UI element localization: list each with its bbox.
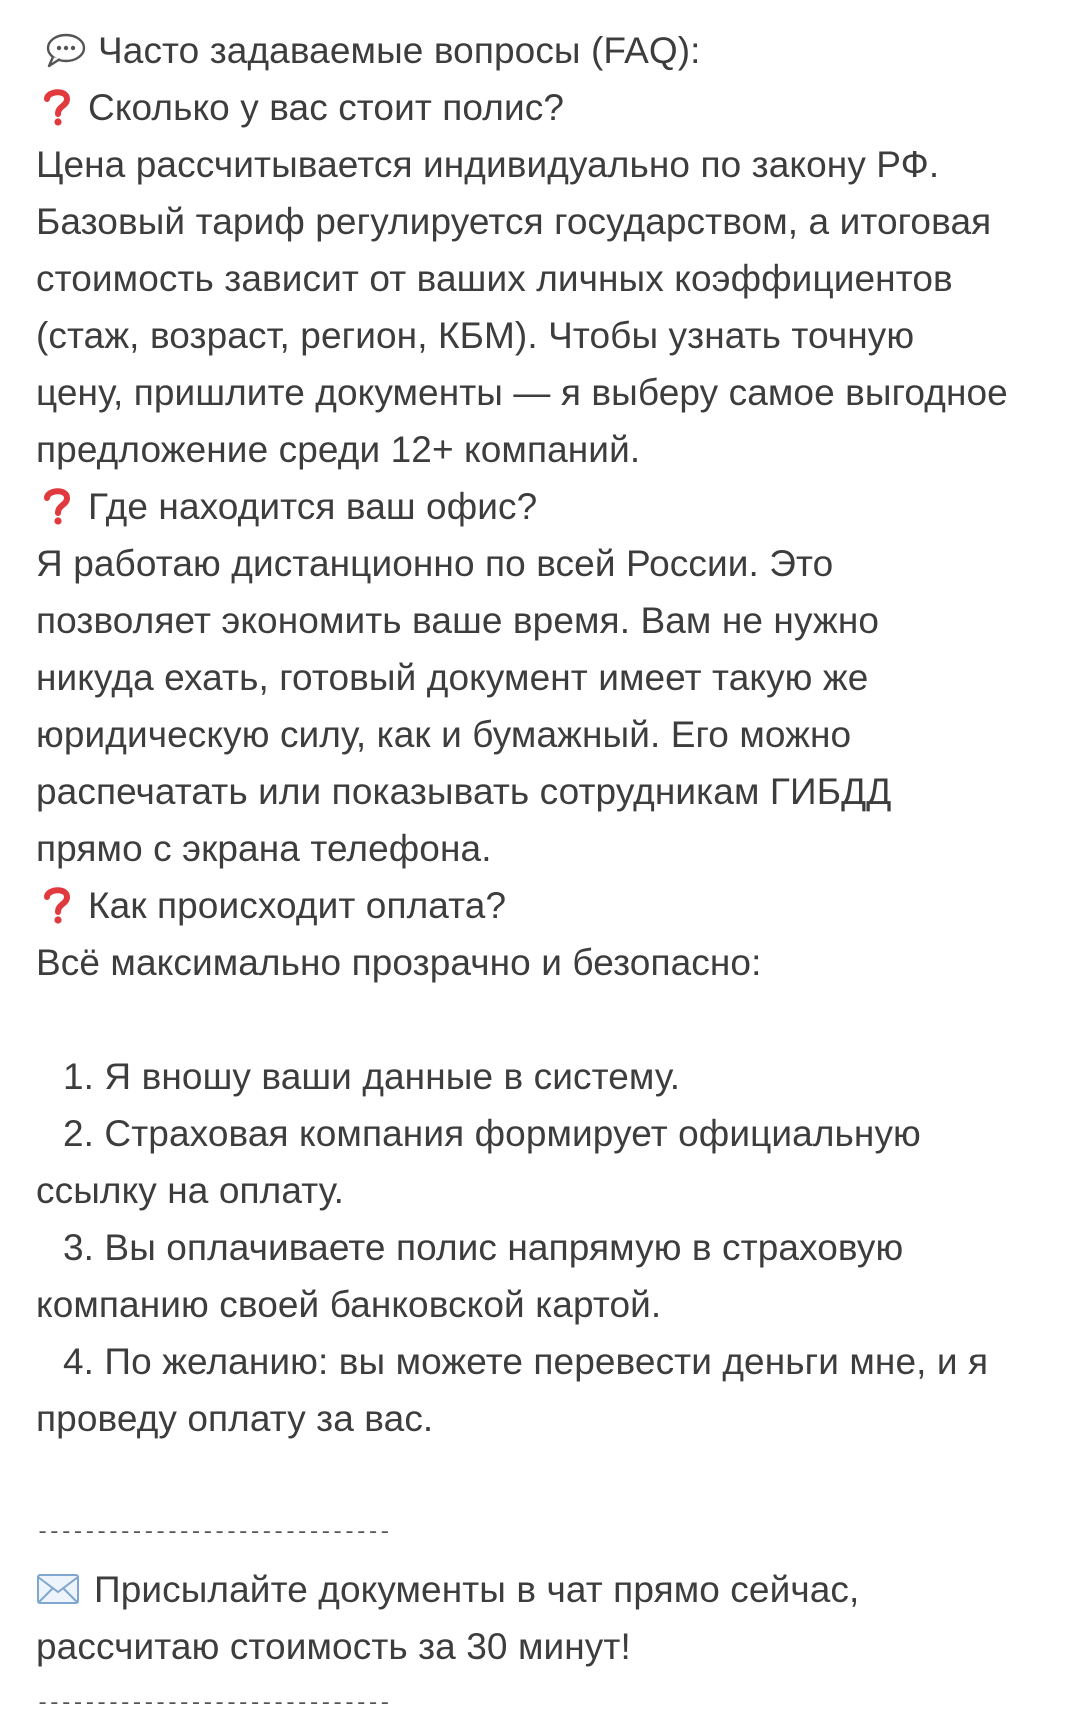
red-question-mark-icon xyxy=(42,885,72,925)
answer-2-line: юридическую силу, как и бумажный. Его можно xyxy=(36,714,852,755)
separator-bottom: ------------------------------ xyxy=(36,1691,391,1716)
step-4: 4. По желанию: вы можете перевести деньги мне, и я xyxy=(63,1341,989,1382)
answer-1-line: Цена рассчитывается индивидуально по закону РФ. xyxy=(36,144,940,185)
blank-line xyxy=(36,991,1056,1048)
answer-2-line: прямо с экрана телефона. xyxy=(36,828,492,869)
answer-1-line: (стаж, возраст, регион, КБМ). Чтобы узнать точную xyxy=(36,315,915,356)
faq-header xyxy=(36,22,1056,79)
answer-1-line: Базовый тариф регулируется государством, а итоговая xyxy=(36,201,992,242)
step-1: 1. Я вношу ваши данные в систему. xyxy=(63,1056,681,1097)
question-1 xyxy=(36,79,1056,136)
blank-line xyxy=(36,1447,1056,1504)
answer-3-intro: Всё максимально прозрачно и безопасно: xyxy=(36,942,762,983)
speech-bubble-icon xyxy=(44,31,86,69)
red-question-mark-icon xyxy=(42,87,72,127)
step-4-continued: проведу оплату за вас. xyxy=(36,1398,434,1439)
question-2-text: Где находится ваш офис? xyxy=(88,486,538,527)
cta-text-1: Присылайте документы в чат прямо сейчас, xyxy=(94,1569,860,1610)
question-3 xyxy=(36,877,1056,934)
answer-1-line: стоимость зависит от ваших личных коэффициентов xyxy=(36,258,953,299)
step-2-continued: ссылку на оплату. xyxy=(36,1170,344,1211)
red-question-mark-icon xyxy=(42,486,72,526)
envelope-icon xyxy=(36,1572,80,1606)
cta-line-1 xyxy=(36,1561,1056,1618)
answer-1-line: цену, пришлите документы — я выберу самое выгодное xyxy=(36,372,1008,413)
question-2 xyxy=(36,478,1056,535)
cta-line-2: рассчитаю стоимость за 30 минут! xyxy=(36,1626,631,1667)
separator-top: ------------------------------ xyxy=(36,1520,391,1545)
step-3: 3. Вы оплачиваете полис напрямую в страховую xyxy=(63,1227,904,1268)
faq-header-text: Часто задаваемые вопросы (FAQ): xyxy=(98,30,701,71)
answer-2-line: распечатать или показывать сотрудникам ГИБДД xyxy=(36,771,892,812)
question-1-text: Сколько у вас стоит полис? xyxy=(88,87,565,128)
answer-2-line: никуда ехать, готовый документ имеет такую же xyxy=(36,657,869,698)
answer-2-line: позволяет экономить ваше время. Вам не нужно xyxy=(36,600,880,641)
question-3-text: Как происходит оплата? xyxy=(88,885,507,926)
step-3-continued: компанию своей банковской картой. xyxy=(36,1284,662,1325)
step-2: 2. Страховая компания формирует официальную xyxy=(63,1113,921,1154)
answer-1-line: предложение среди 12+ компаний. xyxy=(36,429,641,470)
message-text xyxy=(36,22,1056,1732)
answer-2-line: Я работаю дистанционно по всей России. Это xyxy=(36,543,834,584)
